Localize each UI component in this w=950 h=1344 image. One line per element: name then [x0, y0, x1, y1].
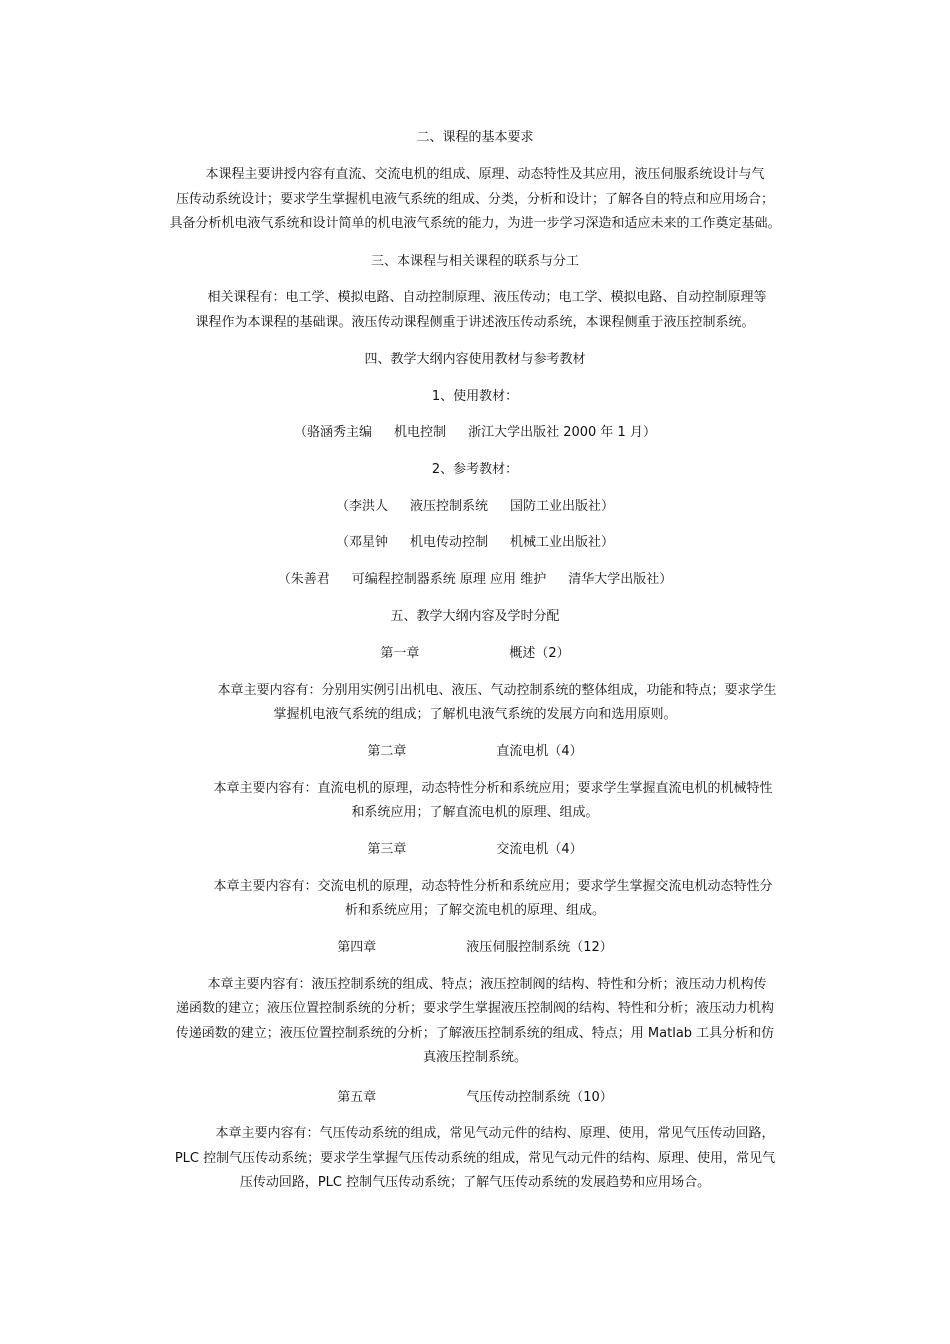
chapter-number: 第四章 — [337, 940, 377, 955]
chapter-2-line-2: 和系统应用；了解直流电机的原理、组成。 — [351, 805, 599, 820]
section-2-line-1: 本课程主要讲授内容有直流、交流电机的组成、原理、动态特性及其应用，液压伺服系统设计与气 — [205, 167, 765, 182]
chapter-title: 液压伺服控制系统（12） — [466, 940, 613, 955]
reference-heading: 2、参考教材： — [431, 462, 519, 477]
chapter-number: 第五章 — [337, 1090, 377, 1105]
section-3-heading: 三、本课程与相关课程的联系与分工 — [370, 254, 579, 269]
section-2-heading: 二、课程的基本要求 — [416, 130, 534, 145]
chapter-4-line-4: 真液压控制系统。 — [422, 1050, 527, 1065]
chapter-3-line-1: 本章主要内容有：交流电机的原理，动态特性分析和系统应用；要求学生掌握交流电机动态特性分 — [213, 879, 773, 894]
reference-entry-1 — [0, 497, 950, 517]
chapter-4-line-2: 递函数的建立；液压位置控制系统的分析；要求学生掌握液压控制阀的结构、特性和分析；液压动力机构 — [175, 1001, 774, 1016]
section-4-heading: 四、教学大纲内容使用教材与参考教材 — [364, 352, 586, 367]
textbook-publisher: 浙江大学出版社 2000 年 1 月） — [468, 425, 656, 440]
reference-entry-2 — [0, 533, 950, 553]
reference-title: 液压控制系统 — [409, 499, 488, 514]
reference-publisher: 国防工业出版社） — [510, 499, 615, 514]
chapter-1-line-2: 掌握机电液气系统的组成；了解机电液气系统的发展方向和选用原则。 — [273, 707, 677, 722]
chapter-4-heading — [0, 938, 950, 958]
chapter-5-heading — [0, 1088, 950, 1108]
chapter-title: 概述（2） — [509, 646, 570, 661]
section-3-line-1: 相关课程有：电工学、模拟电路、自动控制原理、液压传动；电工学、模拟电路、自动控制原理等 — [207, 290, 767, 305]
reference-author: （李洪人 — [335, 499, 388, 514]
textbook-entry — [0, 423, 950, 443]
section-3-line-2: 课程作为本课程的基础课。液压传动课程侧重于讲述液压传动系统，本课程侧重于液压控制系统。 — [195, 315, 755, 330]
chapter-5-line-2: PLC 控制气压传动系统；要求学生掌握气压传动系统的组成，常见气动元件的结构、原理、使用，常见气 — [174, 1151, 776, 1166]
textbook-author: （骆涵秀主编 — [294, 425, 373, 440]
chapter-2-heading — [0, 742, 950, 762]
chapter-3-heading — [0, 840, 950, 860]
chapter-1-heading — [0, 644, 950, 664]
reference-author: （朱善君 — [277, 572, 330, 587]
section-5-heading: 五、教学大纲内容及学时分配 — [390, 609, 560, 624]
chapter-4-line-3: 传递函数的建立；液压位置控制系统的分析；了解液压控制系统的组成、特点；用 Matlab 工具分析和仿 — [175, 1026, 775, 1041]
chapter-title: 直流电机（4） — [496, 744, 583, 759]
chapter-number: 第二章 — [367, 744, 407, 759]
reference-title: 可编程控制器系统 原理 应用 维护 — [351, 572, 547, 587]
chapter-title: 交流电机（4） — [496, 842, 583, 857]
reference-publisher: 机械工业出版社） — [510, 535, 615, 550]
textbook-heading: 1、使用教材： — [431, 389, 519, 404]
reference-publisher: 清华大学出版社） — [568, 572, 673, 587]
reference-entry-3 — [0, 570, 950, 590]
chapter-number: 第三章 — [367, 842, 407, 857]
chapter-number: 第一章 — [380, 646, 420, 661]
chapter-4-line-1: 本章主要内容有：液压控制系统的组成、特点；液压控制阀的结构、特性和分析；液压动力机构传 — [207, 977, 767, 992]
chapter-title: 气压传动控制系统（10） — [466, 1090, 613, 1105]
section-2-line-2: 压传动系统设计；要求学生掌握机电液气系统的组成、分类，分析和设计；了解各自的特点和应用场合； — [175, 192, 774, 207]
reference-title: 机电传动控制 — [409, 535, 488, 550]
chapter-1-line-1: 本章主要内容有：分别用实例引出机电、液压、气动控制系统的整体组成，功能和特点；要求学生 — [217, 683, 777, 698]
chapter-3-line-2: 析和系统应用；了解交流电机的原理、组成。 — [344, 903, 605, 918]
chapter-2-line-1: 本章主要内容有：直流电机的原理，动态特性分析和系统应用；要求学生掌握直流电机的机械特性 — [213, 781, 773, 796]
reference-author: （邓星钟 — [335, 535, 388, 550]
textbook-title: 机电控制 — [394, 425, 447, 440]
section-2-line-3: 具备分析机电液气系统和设计简单的机电液气系统的能力，为进一步学习深造和适应未来的工作奠定基础。 — [169, 216, 781, 231]
chapter-5-line-3: 压传动回路，PLC 控制气压传动系统；了解气压传动系统的发展趋势和应用场合。 — [239, 1175, 711, 1190]
chapter-5-line-1: 本章主要内容有：气压传动系统的组成，常见气动元件的结构、原理、使用，常见气压传动回路， — [215, 1126, 775, 1141]
